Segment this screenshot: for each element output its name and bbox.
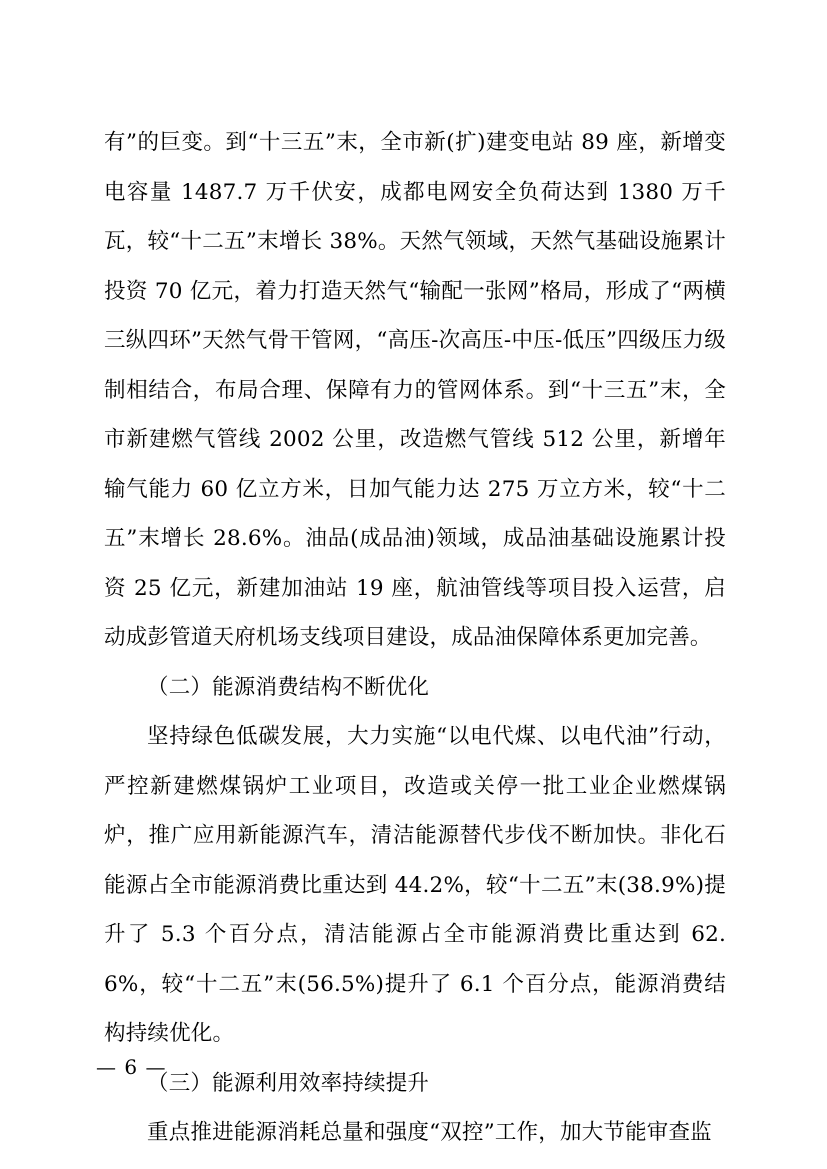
page-number: — 6 — <box>96 1055 167 1079</box>
body-paragraph-energy-infrastructure: 有”的巨变。到“十三五”末，全市新(扩)建变电站 89 座，新增变电容量 1487.7 万千伏安，成都电网安全负荷达到 1380 万千瓦，较“十二五”末增长 38%。天然气领域，天然气基础设施累计投资 70 亿元，着力打造天然气“输配一张网”格局，形成了“两横三纵四环”天然气骨干管网，“高压-次高压-中压-低压”四级压力级制相结合，布局合理、保障有力的管网体系。到“十三五”末，全市新建燃气管线 2002 公里，改造燃气管线 512 公里，新增年输气能力 60 亿立方米，日加气能力达 275 万立方米，较“十二五”末增长 28.6%。油品(成品油)领域，成品油基础设施累计投资 25 亿元，新建加油站 19 座，航油管线等项目投入运营，启动成彭管道天府机场支线项目建设，成品油保障体系更加完善。 <box>104 130 726 650</box>
page-content <box>104 118 726 1158</box>
section-heading-energy-efficiency: （三）能源利用效率持续提升 <box>147 1070 430 1096</box>
section-heading-energy-consumption-structure: （二）能源消费结构不断优化 <box>147 674 430 700</box>
body-paragraph-green-low-carbon: 坚持绿色低碳发展，大力实施“以电代煤、以电代油”行动，严控新建燃煤锅炉工业项目，改造或关停一批工业企业燃煤锅炉，推广应用新能源汽车，清洁能源替代步伐不断加快。非化石能源占全市能源消费比重达到 44.2%，较“十二五”末(38.9%)提升了 5.3 个百分点，清洁能源占全市能源消费比重达到 62.6%，较“十二五”末(56.5%)提升了 6.1 个百分点，能源消费结构持续优化。 <box>104 724 726 1046</box>
body-paragraph-energy-control: 重点推进能源消耗总量和强度“双控”工作，加大节能审查监 <box>147 1120 712 1145</box>
